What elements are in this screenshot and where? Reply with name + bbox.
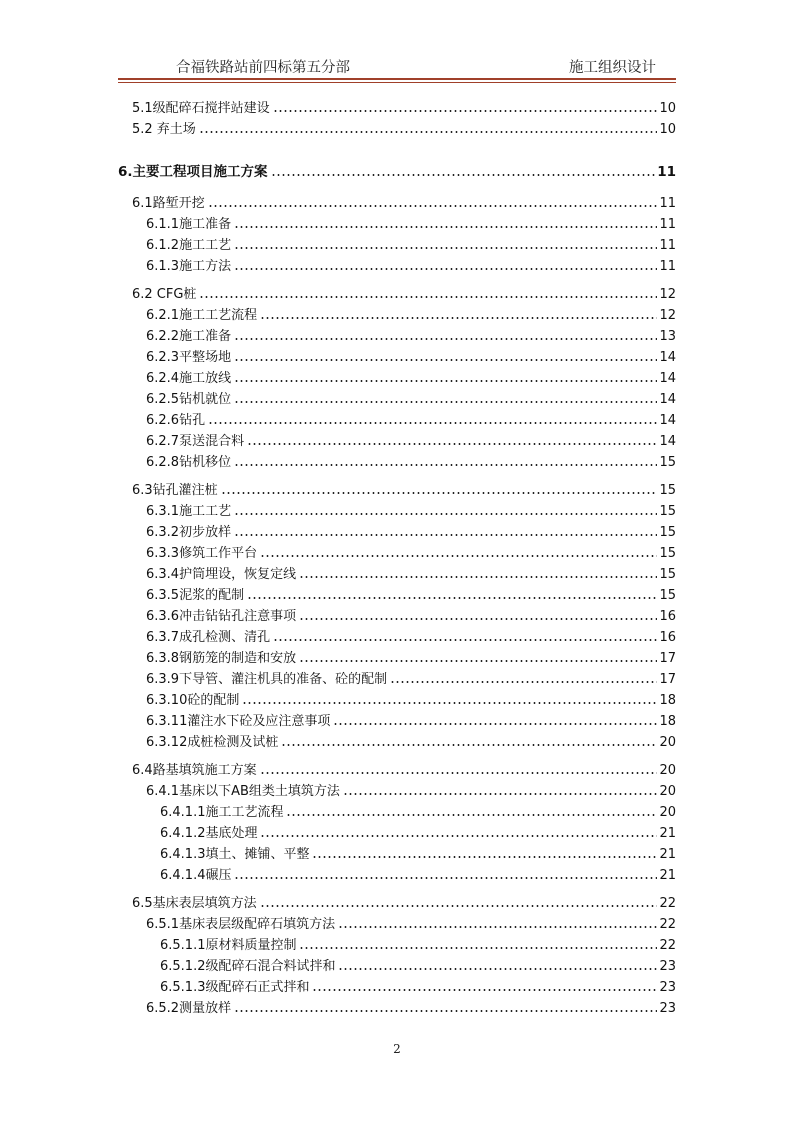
- toc-entry-title: 6.2.4施工放线: [146, 371, 232, 386]
- toc-entry-page: 14: [659, 392, 676, 407]
- toc-entry[interactable]: [146, 625, 676, 645]
- toc-leader-dots: [234, 268, 657, 270]
- toc-entry[interactable]: [146, 520, 676, 540]
- toc-entry-page: 15: [659, 483, 676, 498]
- toc-entry-page: 20: [659, 784, 676, 799]
- toc-entry[interactable]: [146, 233, 676, 253]
- toc-entry-title: 6.5.1.3级配碎石正式拌和: [160, 980, 310, 995]
- toc-entry-title: 5.2 弃土场: [132, 122, 196, 137]
- toc-entry-page: 17: [659, 651, 676, 666]
- toc-entry[interactable]: [118, 160, 676, 180]
- toc-entry-title: 6.1.2施工工艺: [146, 238, 232, 253]
- toc-leader-dots: [234, 401, 657, 403]
- toc-entry[interactable]: [146, 303, 676, 323]
- toc-entry[interactable]: [132, 96, 676, 116]
- toc-leader-dots: [199, 296, 657, 298]
- toc-leader-dots: [299, 576, 657, 578]
- toc-entry-page: 12: [659, 287, 676, 302]
- toc-entry[interactable]: [146, 688, 676, 708]
- header-rule-thin: [118, 82, 676, 83]
- toc-leader-dots: [208, 205, 658, 207]
- toc-entry[interactable]: [132, 282, 676, 302]
- toc-entry[interactable]: [146, 779, 676, 799]
- toc-entry-title: 6.2.1施工工艺流程: [146, 308, 258, 323]
- toc-leader-dots: [260, 905, 658, 907]
- toc-entry-title: 6.3.12成桩检测及试桩: [146, 735, 279, 750]
- toc-entry-page: 23: [659, 1001, 676, 1016]
- toc-leader-dots: [390, 681, 657, 683]
- toc-leader-dots: [247, 443, 657, 445]
- toc-entry-title: 6.3.2初步放样: [146, 525, 232, 540]
- toc-entry-title: 6.5.1基床表层级配碎石填筑方法: [146, 917, 336, 932]
- toc-entry[interactable]: [160, 975, 676, 995]
- toc-leader-dots: [299, 618, 657, 620]
- toc-entry-page: 17: [659, 672, 676, 687]
- toc-entry-title: 6.2.7泵送混合料: [146, 434, 245, 449]
- toc-entry[interactable]: [146, 583, 676, 603]
- toc-leader-dots: [247, 597, 657, 599]
- toc-entry-page: 22: [659, 896, 676, 911]
- toc-leader-dots: [242, 702, 657, 704]
- toc-entry[interactable]: [160, 863, 676, 883]
- toc-entry-page: 15: [659, 525, 676, 540]
- toc-entry[interactable]: [132, 758, 676, 778]
- toc-entry-title: 6.3.10砼的配制: [146, 693, 240, 708]
- toc-leader-dots: [299, 660, 657, 662]
- toc-leader-dots: [260, 317, 657, 319]
- toc-entry[interactable]: [160, 842, 676, 862]
- toc-entry-title: 6.3.7成孔检测、清孔: [146, 630, 271, 645]
- toc-entry[interactable]: [146, 254, 676, 274]
- toc-entry-title: 6.4.1.4碾压: [160, 868, 232, 883]
- toc-entry-page: 21: [659, 847, 676, 862]
- toc-entry[interactable]: [146, 912, 676, 932]
- toc-leader-dots: [338, 968, 657, 970]
- toc-leader-dots: [234, 534, 657, 536]
- toc-entry[interactable]: [160, 954, 676, 974]
- toc-leader-dots: [234, 513, 657, 515]
- toc-entry-title: 6.主要工程项目施工方案: [118, 164, 268, 180]
- toc-entry-page: 15: [659, 455, 676, 470]
- toc-leader-dots: [234, 338, 657, 340]
- toc-entry[interactable]: [146, 450, 676, 470]
- toc-entry-page: 20: [659, 735, 676, 750]
- toc-leader-dots: [273, 110, 658, 112]
- toc-entry-page: 11: [657, 164, 676, 180]
- toc-entry-title: 6.5.1.1原材料质量控制: [160, 938, 297, 953]
- toc-entry[interactable]: [146, 324, 676, 344]
- toc-entry-title: 6.3钻孔灌注桩: [132, 483, 218, 498]
- header-rule: [118, 78, 676, 80]
- toc-entry[interactable]: [146, 429, 676, 449]
- toc-entry-page: 16: [659, 630, 676, 645]
- toc-entry-title: 6.4.1.1施工工艺流程: [160, 805, 284, 820]
- toc-entry[interactable]: [146, 709, 676, 729]
- toc-entry[interactable]: [160, 821, 676, 841]
- toc-entry-page: 11: [659, 196, 676, 211]
- toc-entry-title: 6.4.1基床以下AB组类土填筑方法: [146, 784, 340, 799]
- toc-entry[interactable]: [146, 499, 676, 519]
- toc-entry-page: 11: [659, 238, 676, 253]
- toc-entry[interactable]: [146, 366, 676, 386]
- toc-leader-dots: [234, 226, 657, 228]
- toc-entry[interactable]: [132, 191, 676, 211]
- toc-entry[interactable]: [146, 387, 676, 407]
- toc-entry-page: 10: [659, 122, 676, 137]
- toc-entry-title: 5.1级配碎石搅拌站建设: [132, 101, 270, 116]
- toc-entry-page: 14: [659, 371, 676, 386]
- toc-entry[interactable]: [146, 667, 676, 687]
- toc-leader-dots: [234, 247, 657, 249]
- toc-entry-page: 21: [659, 826, 676, 841]
- toc-entry-title: 6.4.1.2基底处理: [160, 826, 258, 841]
- toc-entry-page: 22: [659, 917, 676, 932]
- toc-entry[interactable]: [146, 996, 676, 1016]
- toc-entry[interactable]: [160, 800, 676, 820]
- toc-leader-dots: [286, 814, 657, 816]
- toc-leader-dots: [199, 131, 658, 133]
- toc-leader-dots: [260, 772, 658, 774]
- toc-entry[interactable]: [146, 562, 676, 582]
- toc-entry[interactable]: [146, 730, 676, 750]
- toc-entry-page: 10: [659, 101, 676, 116]
- toc-entry-title: 6.2.6钻孔: [146, 413, 206, 428]
- toc-leader-dots: [234, 464, 657, 466]
- toc-entry-title: 6.2.2施工准备: [146, 329, 232, 344]
- toc-entry-title: 6.3.1施工工艺: [146, 504, 232, 519]
- toc-entry[interactable]: [132, 891, 676, 911]
- toc-leader-dots: [271, 174, 656, 176]
- toc-leader-dots: [333, 723, 657, 725]
- toc-leader-dots: [234, 1010, 657, 1012]
- toc-entry-page: 12: [659, 308, 676, 323]
- toc-entry[interactable]: [146, 408, 676, 428]
- toc-entry-title: 6.3.3修筑工作平台: [146, 546, 258, 561]
- toc-entry-page: 14: [659, 350, 676, 365]
- toc-entry-page: 18: [659, 714, 676, 729]
- toc-leader-dots: [260, 555, 657, 557]
- toc-entry-title: 6.3.9下导管、灌注机具的准备、砼的配制: [146, 672, 388, 687]
- toc-entry-title: 6.2.3平整场地: [146, 350, 232, 365]
- toc-entry[interactable]: [146, 345, 676, 365]
- toc-entry-page: 14: [659, 413, 676, 428]
- toc-entry-title: 6.1.1施工准备: [146, 217, 232, 232]
- toc-entry-page: 15: [659, 504, 676, 519]
- header-project-name: 合福铁路站前四标第五分部: [176, 60, 350, 76]
- toc-entry-title: 6.3.6冲击钻钻孔注意事项: [146, 609, 297, 624]
- toc-entry-title: 6.4路基填筑施工方案: [132, 763, 257, 778]
- toc-leader-dots: [281, 744, 657, 746]
- toc-entry-page: 14: [659, 434, 676, 449]
- toc-leader-dots: [260, 835, 657, 837]
- toc-entry[interactable]: [146, 646, 676, 666]
- toc-leader-dots: [234, 877, 657, 879]
- toc-entry-title: 6.3.4护筒埋设，恢复定线: [146, 567, 297, 582]
- toc-entry-page: 22: [659, 938, 676, 953]
- toc-entry-page: 15: [659, 588, 676, 603]
- toc-entry-page: 20: [659, 805, 676, 820]
- toc-entry[interactable]: [132, 117, 676, 137]
- page-number: 2: [393, 1042, 401, 1056]
- toc-leader-dots: [312, 989, 657, 991]
- toc-leader-dots: [338, 926, 657, 928]
- page-header: [118, 56, 676, 76]
- toc-entry[interactable]: [146, 541, 676, 561]
- toc-entry-page: 16: [659, 609, 676, 624]
- toc-entry-title: 6.5基床表层填筑方法: [132, 896, 257, 911]
- toc-entry-title: 6.5.1.2级配碎石混合料试拌和: [160, 959, 336, 974]
- toc-entry-title: 6.1路堑开挖: [132, 196, 205, 211]
- toc-entry-page: 21: [659, 868, 676, 883]
- toc-entry-page: 15: [659, 567, 676, 582]
- toc-leader-dots: [208, 422, 657, 424]
- header-document-title: 施工组织设计: [569, 60, 656, 76]
- toc-leader-dots: [273, 639, 657, 641]
- toc-entry-title: 6.4.1.3填土、摊铺、平整: [160, 847, 310, 862]
- toc-entry-title: 6.3.8钢筋笼的制造和安放: [146, 651, 297, 666]
- toc-entry[interactable]: [146, 604, 676, 624]
- toc-entry[interactable]: [132, 478, 676, 498]
- toc-leader-dots: [312, 856, 657, 858]
- toc-entry[interactable]: [146, 212, 676, 232]
- toc-entry[interactable]: [160, 933, 676, 953]
- toc-entry-title: 6.2 CFG桩: [132, 287, 197, 302]
- toc-entry-page: 13: [659, 329, 676, 344]
- toc-leader-dots: [343, 793, 658, 795]
- toc-leader-dots: [234, 359, 657, 361]
- toc-entry-page: 23: [659, 980, 676, 995]
- toc-leader-dots: [299, 947, 657, 949]
- toc-entry-title: 6.3.5泥浆的配制: [146, 588, 245, 603]
- toc-entry-title: 6.1.3施工方法: [146, 259, 232, 274]
- toc-entry-page: 23: [659, 959, 676, 974]
- toc-entry-page: 15: [659, 546, 676, 561]
- toc-entry-title: 6.2.5钻机就位: [146, 392, 232, 407]
- toc-entry-title: 6.5.2测量放样: [146, 1001, 232, 1016]
- toc-entry-page: 18: [659, 693, 676, 708]
- toc-leader-dots: [234, 380, 657, 382]
- toc-entry-title: 6.2.8钻机移位: [146, 455, 232, 470]
- toc-entry-title: 6.3.11灌注水下砼及应注意事项: [146, 714, 331, 729]
- toc-leader-dots: [221, 492, 658, 494]
- toc-entry-page: 11: [659, 217, 676, 232]
- toc-entry-page: 11: [659, 259, 676, 274]
- toc-entry-page: 20: [659, 763, 676, 778]
